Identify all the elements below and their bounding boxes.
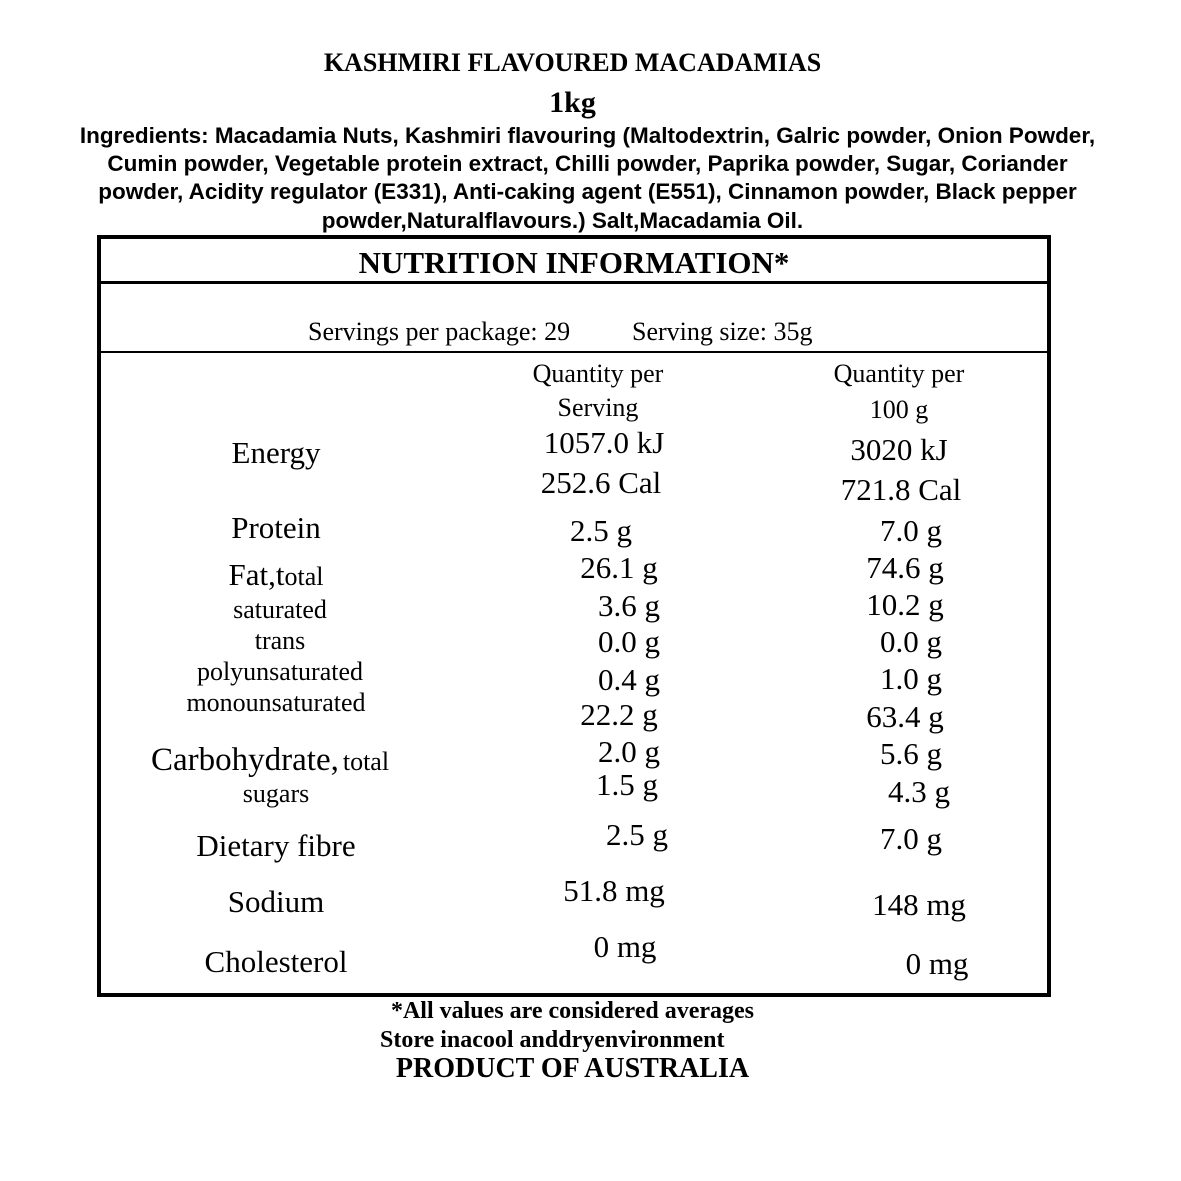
serving-size: Serving size: 35g (632, 317, 813, 346)
nutrition-panel (97, 235, 1051, 997)
row-label-polyunsaturated: polyunsaturated (196, 657, 364, 686)
energy-100g-cal: 721.8 Cal (840, 472, 962, 507)
polyunsaturated-100g: 1.0 g (880, 661, 942, 696)
carbohydrate-serving: 2.0 g (598, 734, 660, 769)
row-label-cholesterol: Cholesterol (204, 944, 348, 979)
column-header-100g-1: Quantity per (833, 359, 965, 388)
fat-total-serving: 26.1 g (580, 550, 658, 585)
monounsaturated-serving: 22.2 g (580, 697, 658, 732)
sugars-100g: 4.3 g (888, 774, 950, 809)
servings-per-package: Servings per package: 29 (308, 317, 571, 346)
polyunsaturated-serving: 0.4 g (598, 662, 660, 697)
footer-origin: PRODUCT OF AUSTRALIA (395, 1053, 750, 1084)
protein-serving: 2.5 g (570, 513, 632, 548)
sodium-serving: 51.8 mg (563, 873, 665, 908)
saturated-100g: 10.2 g (866, 587, 944, 622)
protein-100g: 7.0 g (880, 513, 942, 548)
row-label-dietary-fibre: Dietary fibre (196, 828, 356, 863)
sodium-100g: 148 mg (872, 887, 966, 922)
fibre-serving: 2.5 g (606, 817, 668, 852)
column-header-serving-2: Serving (557, 393, 639, 422)
saturated-serving: 3.6 g (598, 588, 660, 623)
row-label-fat-total (101, 557, 451, 593)
row-label-energy: Energy (231, 435, 321, 470)
column-header-serving-1: Quantity per (532, 359, 664, 388)
row-label-saturated: saturated (233, 595, 327, 624)
footer-storage: Store inacool anddryenvironment (380, 1027, 725, 1053)
product-title: KASHMIRI FLAVOURED MACADAMIAS (323, 48, 822, 77)
ingredients-line-4: powder,Naturalflavours.) Salt,Macadamia Oil. (321, 208, 804, 233)
header-rule-top (101, 281, 1047, 284)
column-header-100g-2: 100 g (869, 395, 929, 424)
footer-note: *All values are considered averages (390, 998, 755, 1024)
row-label-monounsaturated: monounsaturated (186, 688, 366, 717)
row-label-carbohydrate (151, 742, 389, 779)
carb-label-main: Carbohydrate, (151, 742, 339, 778)
ingredients-line-1: Ingredients: Macadamia Nuts, Kashmiri flavouring (Maltodextrin, Galric powder, Onion Powder, (79, 123, 1096, 148)
row-label-sodium: Sodium (227, 884, 325, 919)
trans-100g: 0.0 g (880, 624, 942, 659)
fat-label-sub: otal (284, 562, 324, 591)
row-label-protein: Protein (231, 510, 321, 545)
ingredients-line-3: powder, Acidity regulator (E331), Anti-caking agent (E551), Cinnamon powder, Black pepper (98, 179, 1077, 204)
monounsaturated-100g: 63.4 g (866, 699, 944, 734)
energy-serving-cal: 252.6 Cal (540, 465, 662, 500)
row-label-sugars: sugars (242, 779, 310, 808)
header-rule-bottom (101, 351, 1047, 353)
carbohydrate-100g: 5.6 g (880, 736, 942, 771)
fat-total-100g: 74.6 g (866, 550, 944, 585)
trans-serving: 0.0 g (598, 624, 660, 659)
energy-100g-kj: 3020 kJ (850, 432, 948, 467)
energy-serving-kj: 1057.0 kJ (543, 425, 665, 460)
row-label-trans: trans (254, 626, 306, 655)
ingredients-line-2: Cumin powder, Vegetable protein extract, Chilli powder, Paprika powder, Sugar, Coriander (107, 151, 1068, 176)
carb-label-sub: total (342, 747, 390, 776)
product-weight: 1kg (549, 86, 596, 119)
sugars-serving: 1.5 g (596, 767, 658, 802)
nutrition-heading: NUTRITION INFORMATION* (358, 245, 790, 280)
cholesterol-100g: 0 mg (905, 946, 969, 981)
cholesterol-serving: 0 mg (593, 929, 657, 964)
fat-label-main: Fat,t (228, 557, 285, 592)
fibre-100g: 7.0 g (880, 821, 942, 856)
